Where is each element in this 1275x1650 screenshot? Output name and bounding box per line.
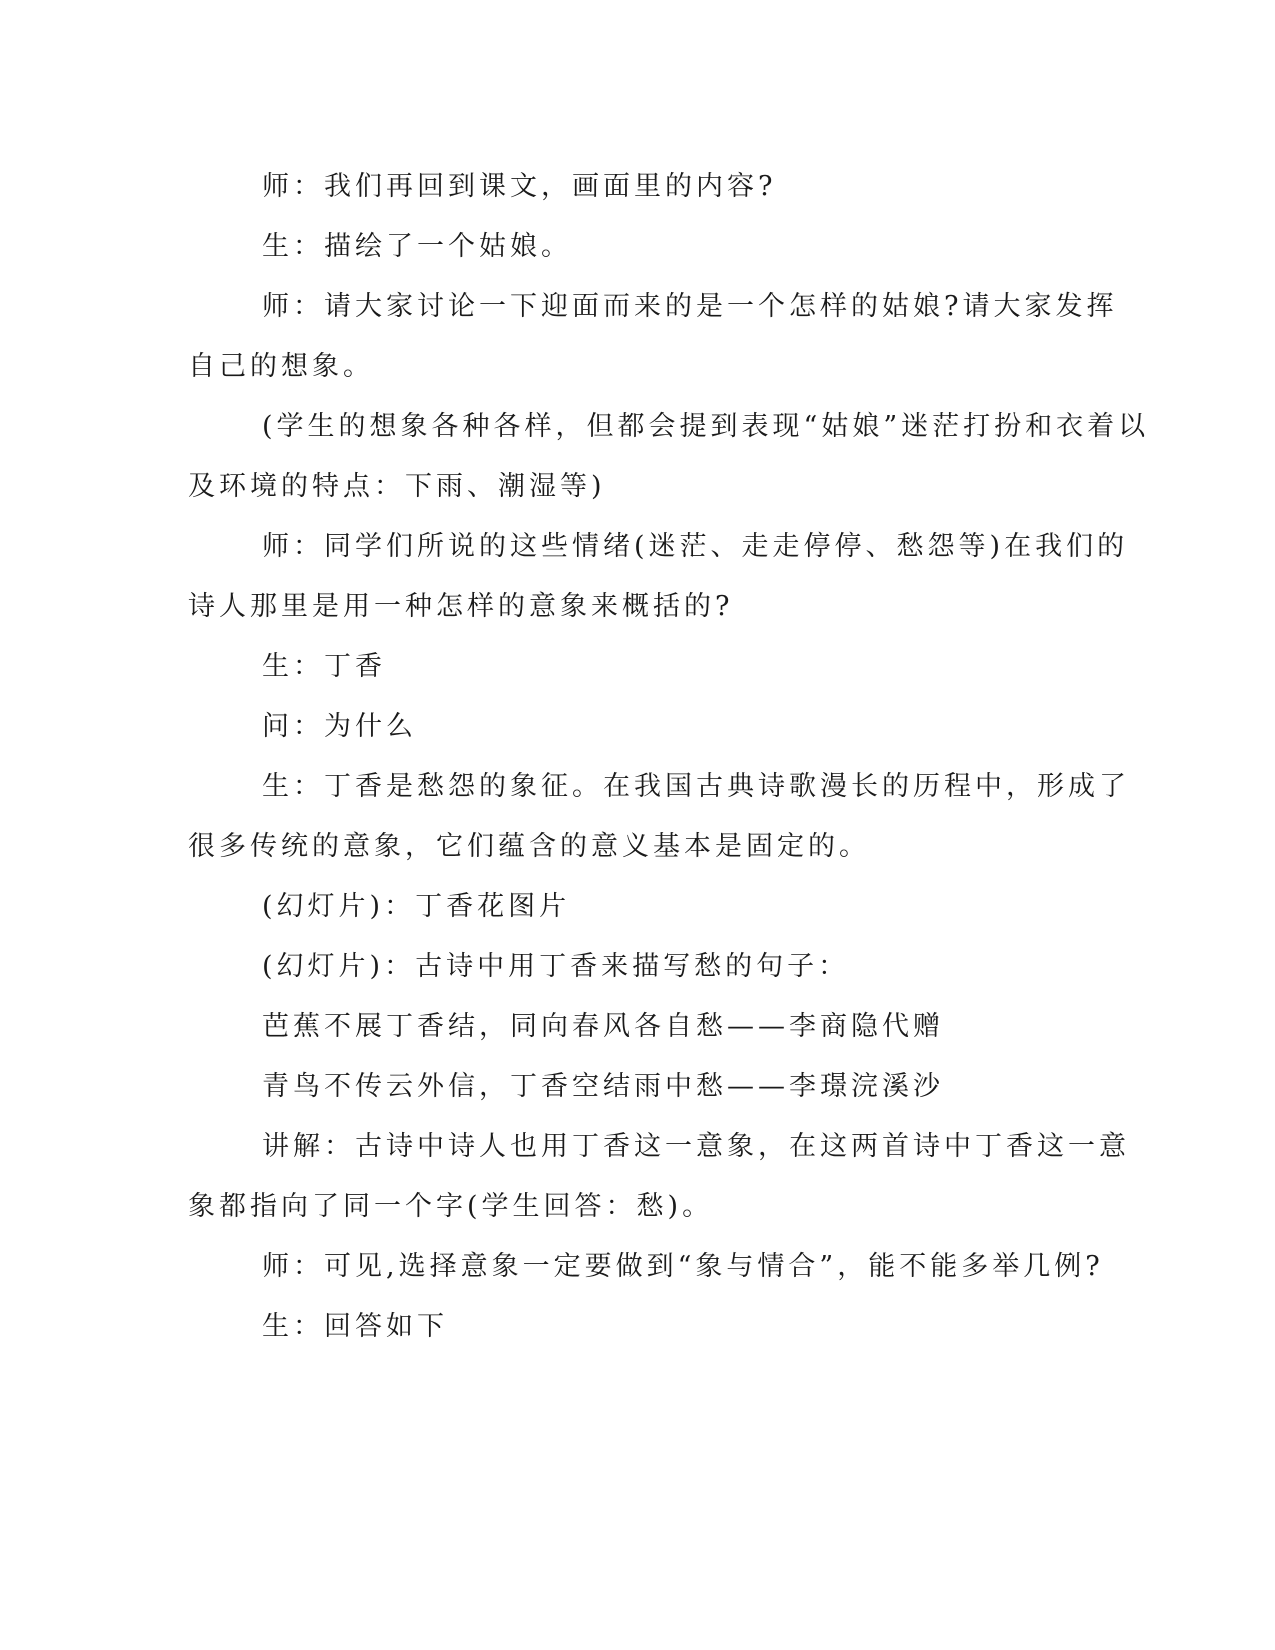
- text-line: 诗人那里是用一种怎样的意象来概括的?: [188, 591, 734, 622]
- text-line: 芭蕉不展丁香结，同向春风各自愁——李商隐代赠: [262, 1011, 944, 1042]
- text-line: (幻灯片)：古诗中用丁香来描写愁的句子：: [262, 951, 850, 982]
- text-line: 自己的想象。: [188, 351, 374, 382]
- text-line: 师：请大家讨论一下迎面而来的是一个怎样的姑娘?请大家发挥: [262, 291, 1118, 322]
- text-line: (幻灯片)：丁香花图片: [262, 891, 571, 922]
- text-line: 生：丁香是愁怨的象征。在我国古典诗歌漫长的历程中，形成了: [262, 771, 1130, 802]
- text-line: 师：同学们所说的这些情绪(迷茫、走走停停、愁怨等)在我们的: [262, 531, 1129, 562]
- text-line: 生：回答如下: [262, 1311, 448, 1342]
- text-line: 师：可见,选择意象一定要做到“象与情合”，能不能多举几例?: [262, 1251, 1104, 1282]
- text-line: 问：为什么: [262, 711, 417, 742]
- text-line: 生：丁香: [262, 651, 386, 682]
- text-line: 生：描绘了一个姑娘。: [262, 231, 572, 262]
- text-line: 象都指向了同一个字(学生回答：愁)。: [188, 1191, 714, 1222]
- text-line: 很多传统的意象，它们蕴含的意义基本是固定的。: [188, 831, 870, 862]
- text-line: 师：我们再回到课文，画面里的内容?: [262, 171, 777, 202]
- text-line: 及环境的特点：下雨、潮湿等): [188, 471, 606, 502]
- text-line: (学生的想象各种各样，但都会提到表现“姑娘”迷茫打扮和衣着以: [262, 411, 1150, 442]
- text-line: 青鸟不传云外信，丁香空结雨中愁——李璟浣溪沙: [262, 1071, 944, 1102]
- text-line: 讲解：古诗中诗人也用丁香这一意象，在这两首诗中丁香这一意: [262, 1131, 1130, 1162]
